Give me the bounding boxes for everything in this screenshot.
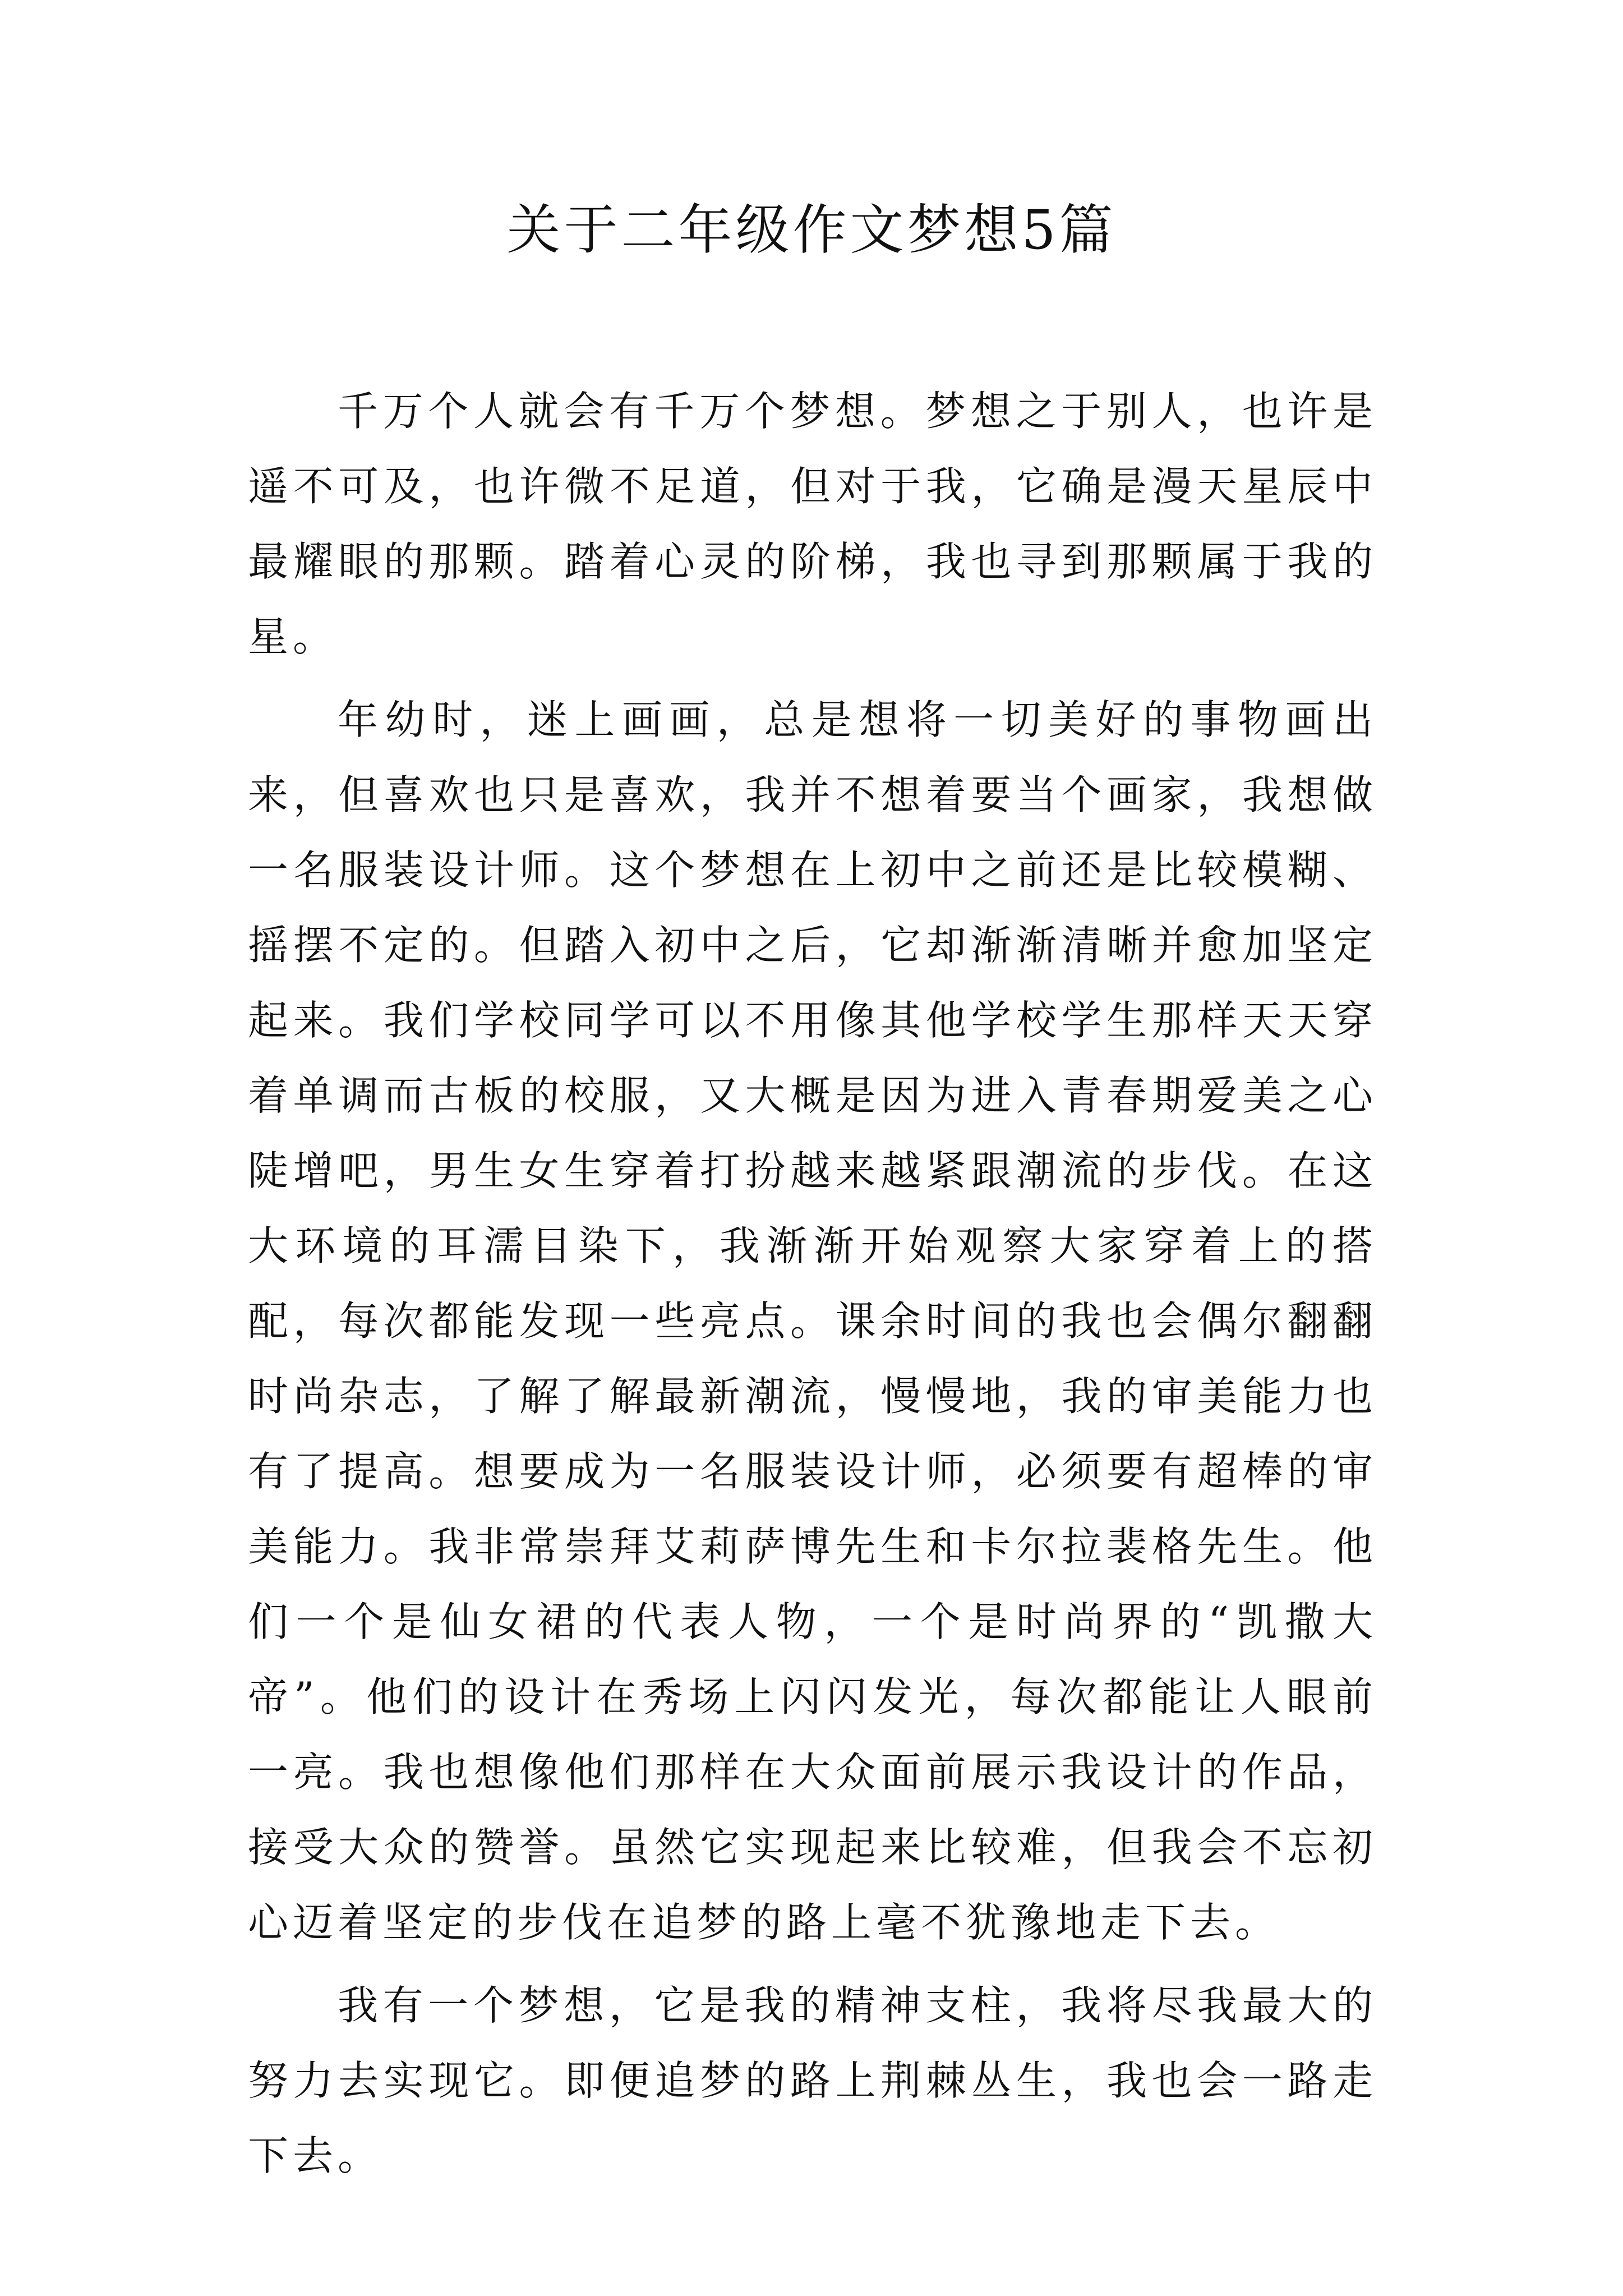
paragraph-3: 我有一个梦想，它是我的精神支柱，我将尽我最大的努力去实现它。即便追梦的路上荆棘丛生，我也会一路走下去。: [248, 1982, 1377, 2179]
paragraph-1: 千万个人就会有千万个梦想。梦想之于别人，也许是遥不可及，也许微不足道，但对于我，它确是漫天星辰中最耀眼的那颗。踏着心灵的阶梯，我也寻到那颗属于我的星。: [248, 388, 1377, 660]
document-body: [248, 374, 1377, 2193]
paragraph-2: 年幼时，迷上画画，总是想将一切美好的事物画出来，但喜欢也只是喜欢，我并不想着要当个画家，我想做一名服装设计师。这个梦想在上初中之前还是比较模糊、摇摆不定的。但踏入初中之后，它却渐渐清晰并愈加坚定起来。我们学校同学可以不用像其他学校学生那样天天穿着单调而古板的校服，又大概是因为进入青春期爱美之心陡增吧，男生女生穿着打扮越来越紧跟潮流的步伐。在这大环境的耳濡目染下，我渐渐开始观察大家穿着上的搭配，每次都能发现一些亮点。课余时间的我也会偶尔翻翻时尚杂志，了解了解最新潮流，慢慢地，我的审美能力也有了提高。想要成为一名服装设计师，必须要有超棒的审美能力。我非常崇拜艾莉萨博先生和卡尔拉裴格先生。他们一个是仙女裙的代表人物，一个是时尚界的“凯撒大帝”。他们的设计在秀场上闪闪发光，每次都能让人眼前一亮。我也想像他们那样在大众面前展示我设计的作品，接受大众的赞誉。虽然它实现起来比较难，但我会不忘初心迈着坚定的步伐在追梦的路上毫不犹豫地走下去。: [248, 696, 1377, 1946]
document-title: 关于二年级作文梦想5篇: [506, 199, 1117, 261]
